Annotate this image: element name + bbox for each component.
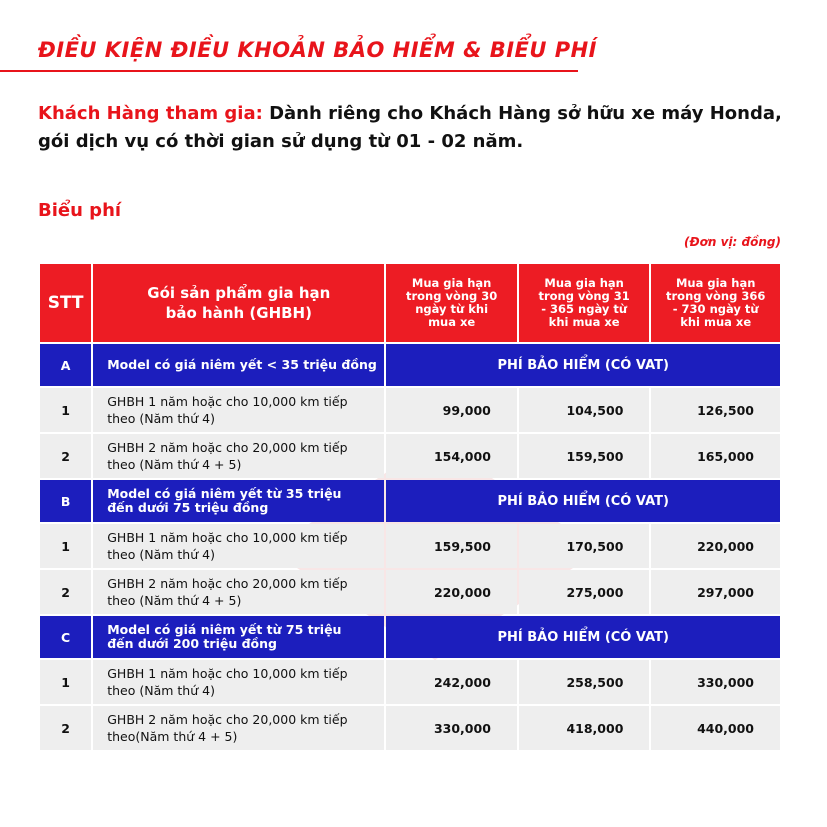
header-col-30-days-label: Mua gia hạn trong vòng 30 ngày từ khi mua xe: [405, 276, 498, 329]
price-366-730-days: 330,000: [651, 660, 780, 704]
price-30-days: 242,000: [386, 660, 517, 704]
row-index: 2: [40, 434, 91, 478]
price-30-days: 154,000: [386, 434, 517, 478]
intro-paragraph: [38, 100, 798, 156]
group-id: A: [40, 344, 91, 386]
row-index: 2: [40, 570, 91, 614]
table-row: [40, 434, 780, 478]
price-31-365-days: 104,500: [519, 388, 650, 432]
row-index: 2: [40, 706, 91, 750]
price-366-730-days: 126,500: [651, 388, 780, 432]
price-31-365-days: 275,000: [519, 570, 650, 614]
row-description-text: GHBH 2 năm hoặc cho 20,000 km tiếp theo(Năm thứ 4 + 5): [107, 712, 348, 744]
group-name-text: Model có giá niêm yết từ 35 triệu đến dưới 75 triệu đồng: [107, 486, 342, 515]
group-id: C: [40, 616, 91, 658]
table-row: [40, 706, 780, 750]
title-underline: [0, 70, 578, 72]
table-header-row: [40, 264, 780, 342]
table-row: [40, 660, 780, 704]
group-fee-label: PHÍ BẢO HIỂM (CÓ VAT): [386, 344, 780, 386]
table-row: [40, 570, 780, 614]
price-31-365-days: 159,500: [519, 434, 650, 478]
header-col-30-days: [386, 264, 517, 342]
row-description-text: GHBH 1 năm hoặc cho 10,000 km tiếp theo (Năm thứ 4): [107, 666, 348, 698]
row-index: 1: [40, 388, 91, 432]
price-31-365-days: 170,500: [519, 524, 650, 568]
price-30-days: 220,000: [386, 570, 517, 614]
price-31-365-days: 258,500: [519, 660, 650, 704]
group-fee-label: PHÍ BẢO HIỂM (CÓ VAT): [386, 480, 780, 522]
price-366-730-days: 297,000: [651, 570, 780, 614]
header-col-31-365-days-label: Mua gia hạn trong vòng 31 - 365 ngày từ khi mua xe: [538, 276, 630, 329]
unit-note: (Đơn vị: đồng): [684, 235, 781, 249]
row-description: [93, 524, 384, 568]
group-row-b: [40, 480, 780, 522]
intro-lead: Khách Hàng tham gia:: [38, 103, 263, 124]
header-stt: STT: [40, 264, 91, 342]
row-index: 1: [40, 660, 91, 704]
intro-text: Dành riêng cho Khách Hàng sở hữu xe máy Honda, gói dịch vụ có thời gian sử dụng từ 01 - 02 năm.: [38, 103, 782, 152]
group-row-c: [40, 616, 780, 658]
row-description: [93, 706, 384, 750]
group-fee-label: PHÍ BẢO HIỂM (CÓ VAT): [386, 616, 780, 658]
table-row: [40, 524, 780, 568]
price-30-days: 159,500: [386, 524, 517, 568]
price-30-days: 330,000: [386, 706, 517, 750]
group-name: [93, 616, 384, 658]
group-name-text: Model có giá niêm yết từ 75 triệu đến dưới 200 triệu đồng: [107, 622, 342, 651]
row-description: [93, 388, 384, 432]
row-description: [93, 570, 384, 614]
row-description: [93, 434, 384, 478]
price-31-365-days: 418,000: [519, 706, 650, 750]
row-description-text: GHBH 2 năm hoặc cho 20,000 km tiếp theo (Năm thứ 4 + 5): [107, 576, 348, 608]
group-row-a: [40, 344, 780, 386]
price-366-730-days: 165,000: [651, 434, 780, 478]
price-366-730-days: 220,000: [651, 524, 780, 568]
header-col-31-365-days: [519, 264, 650, 342]
price-30-days: 99,000: [386, 388, 517, 432]
row-description-text: GHBH 1 năm hoặc cho 10,000 km tiếp theo (Năm thứ 4): [107, 530, 348, 562]
group-name: [93, 480, 384, 522]
row-description-text: GHBH 2 năm hoặc cho 20,000 km tiếp theo (Năm thứ 4 + 5): [107, 440, 348, 472]
header-package: [93, 264, 384, 342]
header-col-366-730-days-label: Mua gia hạn trong vòng 366 - 730 ngày từ khi mua xe: [666, 276, 766, 329]
group-name: Model có giá niêm yết < 35 triệu đồng: [93, 344, 384, 386]
price-366-730-days: 440,000: [651, 706, 780, 750]
row-description: [93, 660, 384, 704]
fee-table: [38, 262, 782, 752]
row-index: 1: [40, 524, 91, 568]
section-title-fee-schedule: Biểu phí: [38, 200, 122, 221]
page-title: ĐIỀU KIỆN ĐIỀU KHOẢN BẢO HIỂM & BIỂU PHÍ: [38, 38, 597, 62]
header-col-366-730-days: [651, 264, 780, 342]
group-id: B: [40, 480, 91, 522]
header-package-label: Gói sản phẩm gia hạn bảo hành (GHBH): [147, 284, 331, 322]
row-description-text: GHBH 1 năm hoặc cho 10,000 km tiếp theo (Năm thứ 4): [107, 394, 348, 426]
table-row: [40, 388, 780, 432]
